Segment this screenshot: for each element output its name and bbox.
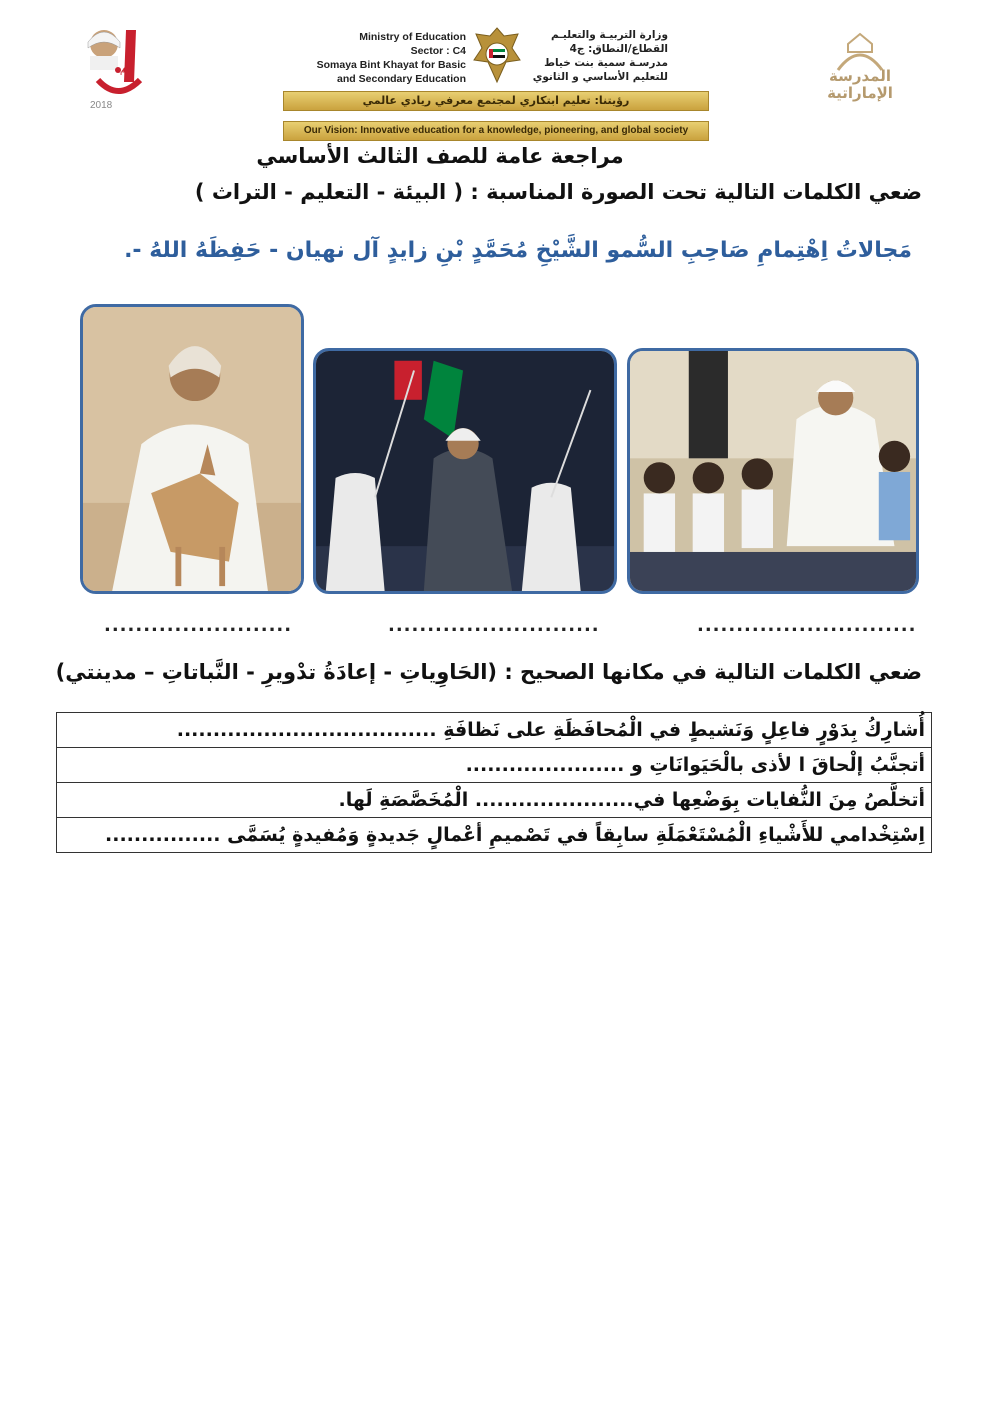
ministry-ar-line: القطاع/النطاق: ج4	[569, 43, 668, 55]
answer-blank[interactable]: ........................	[104, 615, 293, 636]
zayed-year-logo	[78, 22, 148, 114]
instruction-1: ضعي الكلمات التالية تحت الصورة المناسبة : ( البيئة - التعليم - التراث )	[194, 180, 922, 204]
vision-text-ar: رؤيتنا: تعليم ابتكاري لمجتمع معرفي ريادي عالمي	[362, 94, 630, 107]
vision-banner-ar	[283, 91, 709, 111]
vision-text-en: Our Vision: Innovative education for a knowledge, pioneering, and global society	[303, 125, 689, 136]
table-row	[57, 783, 932, 818]
table-row	[57, 713, 932, 748]
ministry-en-line: Somaya Bint Khayat for Basic	[316, 59, 466, 71]
photo-environment	[80, 304, 304, 594]
vision-banner-en	[283, 121, 709, 141]
instruction-2: ضعي الكلمات التالية في مكانها الصحيح : (الحَاوِياتِ - إعادَةُ تدْويرِ - النَّباتاتِ – مدينتي)	[55, 660, 922, 684]
subtitle: مَجالاتُ اِهْتِمامِ صَاحِبِ السُّمو الشَّيْخِ مُحَمَّدٍ بْنِ زايدٍ آل نهيان - حَفِظَهُ اللهُ -.	[124, 238, 912, 263]
school-logo-line: الإماراتية	[827, 84, 893, 102]
emirati-school-logo	[808, 30, 912, 108]
answer-blank[interactable]: ............................	[697, 615, 917, 636]
table-cell[interactable]: أُشارِكُ بِدَوْرٍ فاعِلٍ وَنَشيطٍ في الْمُحافَظَةِ على نَظافَةِ ....................................	[57, 713, 932, 748]
zayed-logo-year: 2018	[90, 100, 113, 111]
ministry-name-en	[290, 30, 466, 86]
ministry-ar-line: مدرسـة سمية بنت خياط	[544, 57, 668, 69]
ministry-ar-line: للتعليم الأساسي و الثانوي	[532, 71, 668, 83]
table-row	[57, 818, 932, 853]
uae-emblem-icon	[470, 24, 524, 88]
answer-blank[interactable]: ...........................	[388, 615, 600, 636]
fill-in-table	[56, 712, 932, 853]
table-cell[interactable]: اِسْتِخْدامي للأَشْياءِ الْمُسْتَعْمَلَةِ سابِقاً في تَصْميمِ أعْمالٍ جَديدةٍ وَمُفيدةٍ يُسَمَّى ................	[57, 818, 932, 853]
ministry-en-line: and Secondary Education	[337, 73, 466, 85]
table-cell[interactable]: أتجنَّبُ إلْحاقَ ا لأذى بالْحَيَوانَاتِ و ......................	[57, 748, 932, 783]
ministry-en-line: Ministry of Education	[359, 31, 466, 43]
zayed-logo-small: عام	[120, 66, 134, 76]
table-row	[57, 748, 932, 783]
school-logo-line: المدرسة	[829, 67, 891, 85]
photo-education	[627, 348, 919, 594]
table-cell[interactable]: أتخلَّصُ مِنَ النُّفايات بِوَضْعِها في...................... الْمُخَصَّصَةِ لَها.	[57, 783, 932, 818]
ministry-ar-line: وزارة التربيـة والتعليـم	[551, 29, 668, 41]
page-title: مراجعة عامة للصف الثالث الأساسي	[256, 144, 624, 168]
ministry-name-ar	[528, 28, 668, 84]
ministry-en-line: Sector : C4	[410, 45, 466, 57]
photo-heritage	[313, 348, 617, 594]
